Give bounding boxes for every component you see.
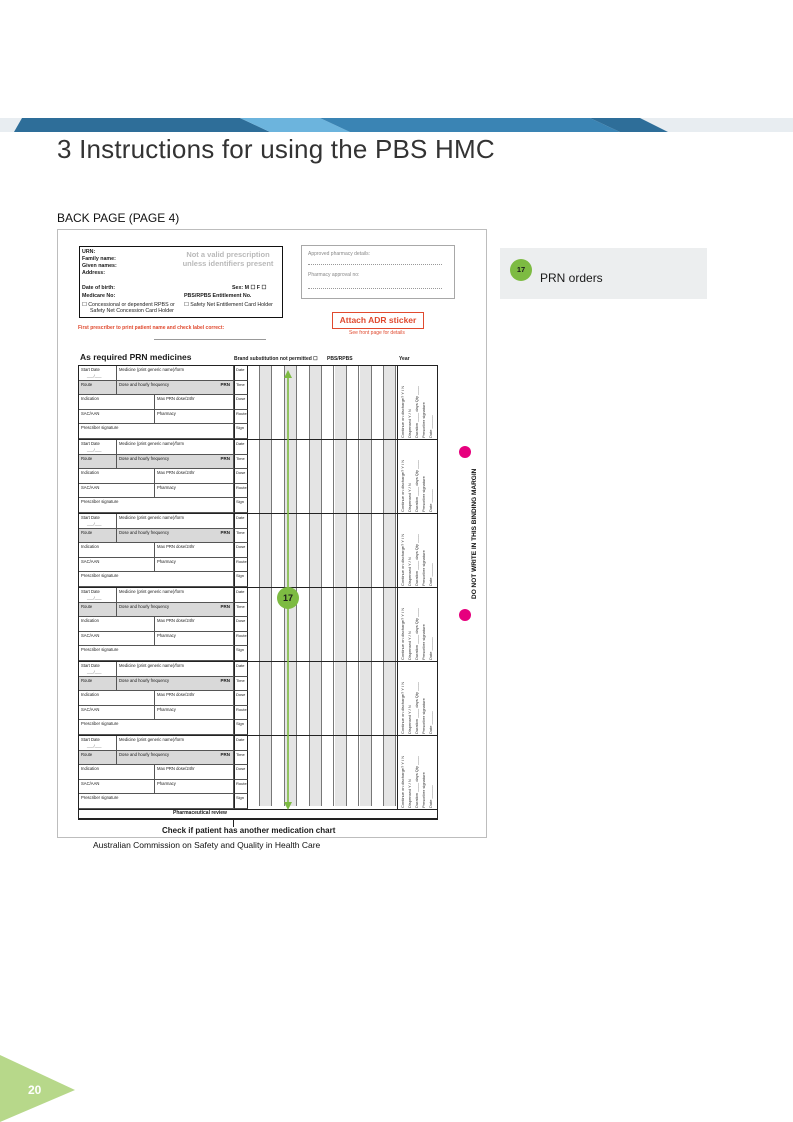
prescriber-signature-cell: Prescriber signature [79, 572, 234, 586]
side-label-1: Time [234, 381, 248, 396]
concessional-label: ☐ Concessional or dependent RPBS or [82, 302, 175, 308]
dose-frequency-cell: Dose and hourly frequency [117, 677, 234, 691]
start-date-cell: Start Date [79, 588, 117, 602]
discharge-line: Continue on discharge? Y / N [400, 459, 405, 512]
route-cell: Route [79, 455, 117, 469]
medicare-label: Medicare No: [82, 293, 116, 299]
prn-label: PRN [220, 677, 230, 683]
pharmacy-cell: Pharmacy [155, 558, 234, 572]
adr-note: See front page for details [349, 330, 405, 336]
side-label-3: Route [234, 410, 248, 425]
route-cell: Route [79, 677, 117, 691]
safety-net-label: ☐ Safety Net Entitlement Card Holder [184, 302, 273, 308]
discharge-line: Dispensed Y / N [407, 631, 412, 660]
side-label-1: Time [234, 455, 248, 470]
side-label-2: Dose [234, 469, 248, 484]
prn-section-title: As required PRN medicines [80, 352, 192, 362]
discharge-line: Date ______ [428, 785, 433, 808]
prescriber-signature-cell: Prescriber signature [79, 720, 234, 734]
pharmacy-details-label: Approved pharmacy details: [308, 251, 370, 257]
start-date-cell: Start Date [79, 366, 117, 380]
discharge-line: Duration ____ days Qty ____ [414, 607, 419, 660]
page-title: 3 Instructions for using the PBS HMC [57, 134, 495, 164]
route-cell: Route [79, 529, 117, 543]
pbs-entitlement-label: PBS/RPBS Entitlement No. [184, 293, 252, 299]
year-label: Year [399, 356, 410, 362]
side-label-3: Route [234, 558, 248, 573]
side-label-4: Sign [234, 646, 248, 661]
discharge-line: Date ______ [428, 637, 433, 660]
figure-caption: Australian Commission on Safety and Quality in Health Care [93, 840, 321, 850]
side-label-4: Sign [234, 424, 248, 439]
pharmacy-approval-label: Pharmacy approval no: [308, 272, 360, 278]
prescriber-signature-cell: Prescriber signature [79, 424, 234, 438]
dose-frequency-cell: Dose and hourly frequency [117, 751, 234, 765]
discharge-line: Prescriber signature [421, 402, 426, 438]
pharmacy-cell: Pharmacy [155, 484, 234, 498]
medicine-cell: Medicine (print generic name)/form [117, 440, 234, 454]
start-date-cell: Start Date [79, 736, 117, 750]
pbs-rpbs-label: PBS/RPBS [327, 356, 353, 362]
binding-dot-bottom [459, 609, 471, 621]
callout-17-badge: 17 [277, 587, 299, 609]
discharge-line: Continue on discharge? Y / N [400, 607, 405, 660]
medication-chart-back-page [57, 229, 487, 838]
discharge-line: Prescriber signature [421, 772, 426, 808]
header-band [0, 118, 793, 132]
medicine-cell: Medicine (print generic name)/form [117, 736, 234, 750]
adr-sticker-box: Attach ADR sticker [332, 312, 424, 329]
max-prn-cell: Max PRN dose/24hr [155, 691, 234, 705]
prescriber-signature-cell: Prescriber signature [79, 498, 234, 512]
start-date-blank: ___/___ [87, 743, 102, 748]
indication-cell: Indication [79, 691, 155, 705]
discharge-line: Prescriber signature [421, 550, 426, 586]
side-label-0: Date [234, 662, 248, 677]
side-label-4: Sign [234, 720, 248, 735]
discharge-line: Duration ____ days Qty ____ [414, 459, 419, 512]
prn-label: PRN [220, 529, 230, 535]
pharmaceutical-review-label: Pharmaceutical review [173, 810, 227, 816]
not-valid-watermark: Not a valid prescription unless identifiers present [182, 250, 274, 268]
prn-label: PRN [220, 603, 230, 609]
start-date-blank: ___/___ [87, 595, 102, 600]
side-label-0: Date [234, 366, 248, 381]
sac-aan-cell: SAC/AAN [79, 410, 155, 424]
side-label-1: Time [234, 677, 248, 692]
max-prn-cell: Max PRN dose/24hr [155, 395, 234, 409]
dose-frequency-cell: Dose and hourly frequency [117, 529, 234, 543]
first-prescriber-note: First prescriber to print patient name and check label correct: [78, 325, 225, 331]
side-label-2: Dose [234, 543, 248, 558]
page-number: 20 [28, 1083, 42, 1097]
medicine-cell: Medicine (print generic name)/form [117, 514, 234, 528]
brand-substitution-label: Brand substitution not permitted ☐ [234, 356, 318, 362]
side-label-3: Route [234, 632, 248, 647]
route-cell: Route [79, 381, 117, 395]
start-date-blank: ___/___ [87, 447, 102, 452]
pharmacy-cell: Pharmacy [155, 706, 234, 720]
indication-cell: Indication [79, 617, 155, 631]
discharge-line: Duration ____ days Qty ____ [414, 755, 419, 808]
medicine-cell: Medicine (print generic name)/form [117, 588, 234, 602]
side-label-3: Route [234, 484, 248, 499]
discharge-line: Prescriber signature [421, 624, 426, 660]
dob-label: Date of birth: [82, 285, 115, 291]
side-label-3: Route [234, 706, 248, 721]
side-label-4: Sign [234, 498, 248, 513]
pharmacy-cell: Pharmacy [155, 410, 234, 424]
sac-aan-cell: SAC/AAN [79, 780, 155, 794]
sac-aan-cell: SAC/AAN [79, 632, 155, 646]
side-label-1: Time [234, 603, 248, 618]
route-cell: Route [79, 603, 117, 617]
check-patient-note: Check if patient has another medication chart [162, 826, 336, 835]
discharge-line: Duration ____ days Qty ____ [414, 533, 419, 586]
pharmacy-cell: Pharmacy [155, 780, 234, 794]
max-prn-cell: Max PRN dose/24hr [155, 765, 234, 779]
prescriber-signature-cell: Prescriber signature [79, 646, 234, 660]
binding-margin [459, 468, 478, 599]
start-date-blank: ___/___ [87, 669, 102, 674]
discharge-line: Date ______ [428, 711, 433, 734]
max-prn-cell: Max PRN dose/24hr [155, 543, 234, 557]
start-date-cell: Start Date [79, 514, 117, 528]
start-date-blank: ___/___ [87, 521, 102, 526]
legend-box [500, 248, 707, 299]
start-date-cell: Start Date [79, 662, 117, 676]
side-label-4: Sign [234, 794, 248, 809]
discharge-line: Date ______ [428, 415, 433, 438]
binding-dot-top [459, 446, 471, 458]
dose-frequency-cell: Dose and hourly frequency [117, 381, 234, 395]
indication-cell: Indication [79, 765, 155, 779]
route-cell: Route [79, 751, 117, 765]
side-label-0: Date [234, 440, 248, 455]
side-label-2: Dose [234, 395, 248, 410]
side-label-1: Time [234, 751, 248, 766]
side-label-2: Dose [234, 617, 248, 632]
start-date-blank: ___/___ [87, 373, 102, 378]
legend-label: PRN orders [540, 271, 603, 285]
prescriber-signature-cell: Prescriber signature [79, 794, 234, 808]
discharge-line: Date ______ [428, 489, 433, 512]
indication-cell: Indication [79, 395, 155, 409]
prn-label: PRN [220, 751, 230, 757]
sac-aan-cell: SAC/AAN [79, 484, 155, 498]
discharge-line: Dispensed Y / N [407, 779, 412, 808]
discharge-line: Continue on discharge? Y / N [400, 755, 405, 808]
side-label-0: Date [234, 736, 248, 751]
side-label-4: Sign [234, 572, 248, 587]
sex-label: Sex: M ☐ F ☐ [232, 285, 267, 291]
medicine-cell: Medicine (print generic name)/form [117, 366, 234, 380]
max-prn-cell: Max PRN dose/24hr [155, 469, 234, 483]
urn-label: URN: [82, 249, 96, 255]
pharmacy-cell: Pharmacy [155, 632, 234, 646]
discharge-line: Continue on discharge? Y / N [400, 385, 405, 438]
dose-frequency-cell: Dose and hourly frequency [117, 455, 234, 469]
indication-cell: Indication [79, 469, 155, 483]
binding-margin-text: DO NOT WRITE IN THIS BINDING MARGIN [471, 468, 478, 599]
concessional-label-2: Safety Net Concession Card Holder [90, 308, 174, 314]
address-label: Address: [82, 270, 105, 276]
prn-label: PRN [220, 381, 230, 387]
legend-badge: 17 [510, 259, 532, 281]
dose-frequency-cell: Dose and hourly frequency [117, 603, 234, 617]
max-prn-cell: Max PRN dose/24hr [155, 617, 234, 631]
side-label-0: Date [234, 588, 248, 603]
discharge-line: Duration ____ days Qty ____ [414, 385, 419, 438]
discharge-line: Dispensed Y / N [407, 483, 412, 512]
side-label-2: Dose [234, 765, 248, 780]
discharge-line: Date ______ [428, 563, 433, 586]
discharge-line: Dispensed Y / N [407, 409, 412, 438]
discharge-line: Dispensed Y / N [407, 705, 412, 734]
discharge-line: Dispensed Y / N [407, 557, 412, 586]
side-label-3: Route [234, 780, 248, 795]
discharge-line: Prescriber signature [421, 698, 426, 734]
prn-label: PRN [220, 455, 230, 461]
sac-aan-cell: SAC/AAN [79, 706, 155, 720]
sac-aan-cell: SAC/AAN [79, 558, 155, 572]
discharge-line: Prescriber signature [421, 476, 426, 512]
start-date-cell: Start Date [79, 440, 117, 454]
discharge-line: Duration ____ days Qty ____ [414, 681, 419, 734]
discharge-line: Continue on discharge? Y / N [400, 681, 405, 734]
callout-17-graphic [58, 230, 487, 838]
side-label-0: Date [234, 514, 248, 529]
side-label-2: Dose [234, 691, 248, 706]
indication-cell: Indication [79, 543, 155, 557]
side-label-1: Time [234, 529, 248, 544]
section-subheading: BACK PAGE (PAGE 4) [57, 211, 180, 225]
family-name-label: Family name: [82, 256, 116, 262]
discharge-line: Continue on discharge? Y / N [400, 533, 405, 586]
medicine-cell: Medicine (print generic name)/form [117, 662, 234, 676]
given-names-label: Given names: [82, 263, 117, 269]
